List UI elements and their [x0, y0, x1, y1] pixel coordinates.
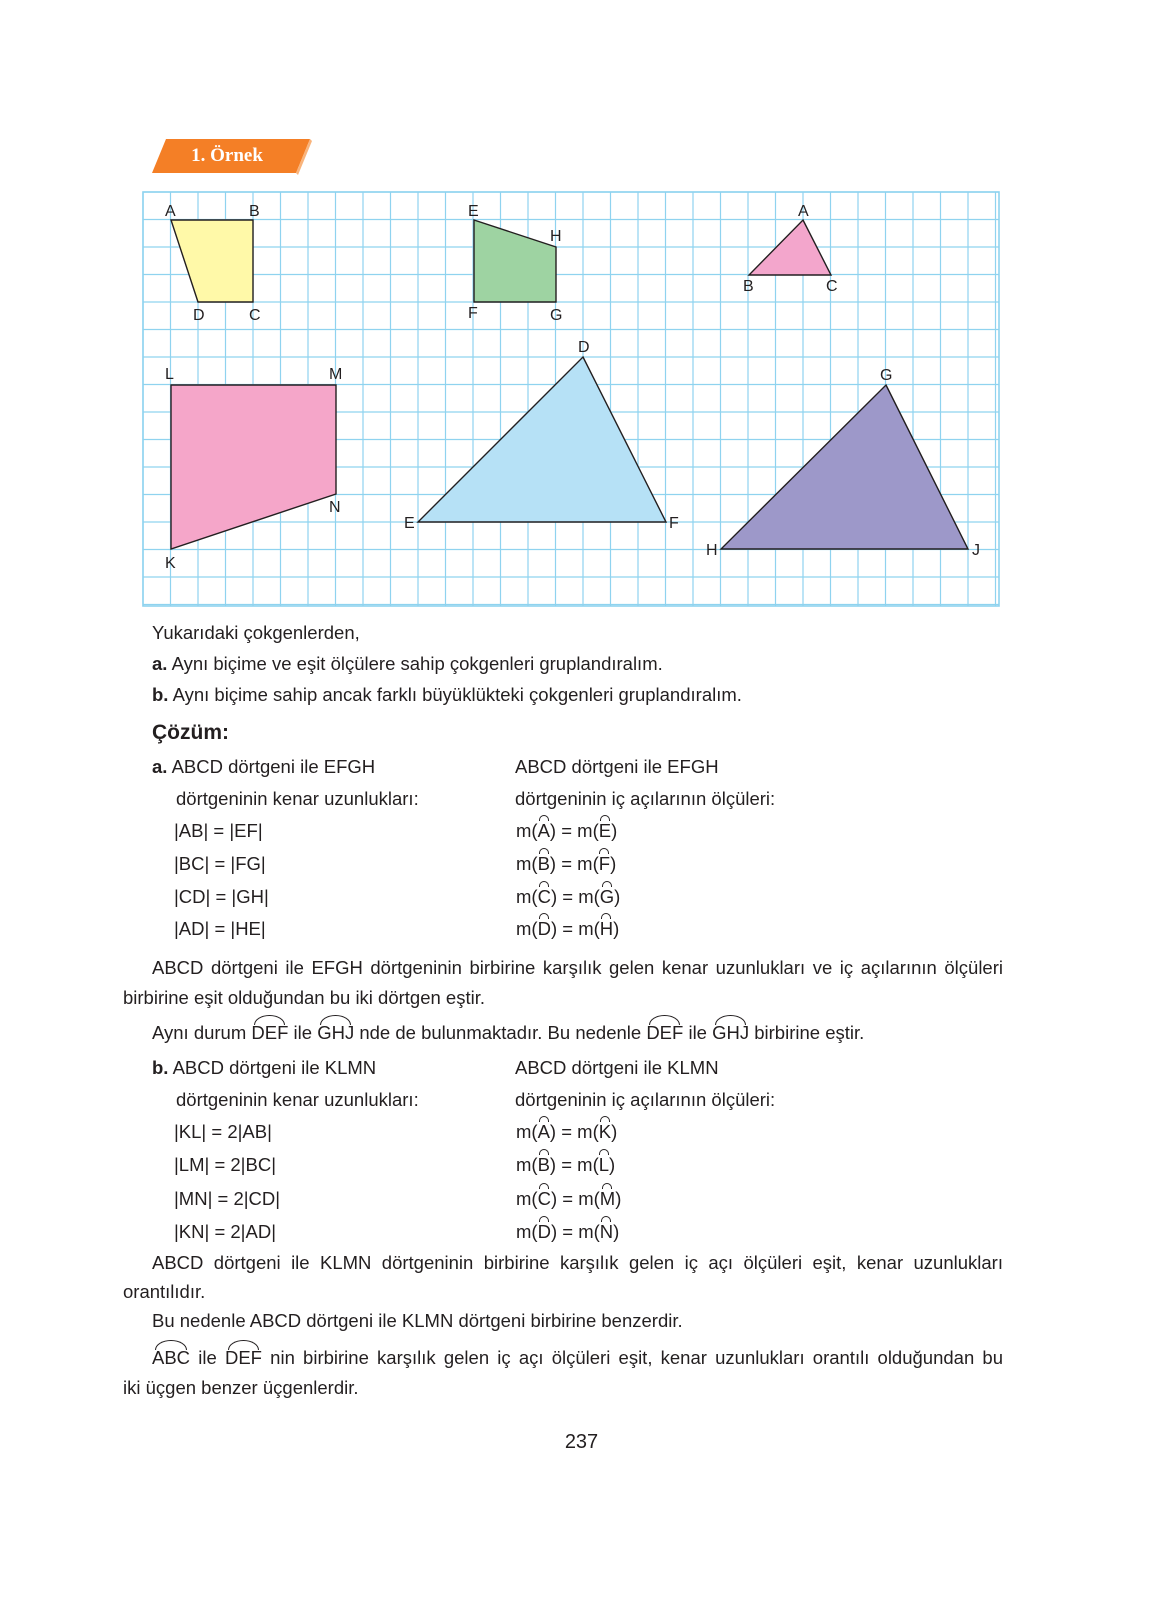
- same-case-ile1: ile: [293, 1022, 313, 1043]
- part-a-right-line2: dörtgeninin iç açılarının ölçüleri:: [515, 788, 776, 809]
- angle-vertex: C: [538, 1186, 551, 1212]
- part-a-angle-3: m(C) = m(G): [516, 884, 620, 910]
- angle-vertex: L: [599, 1152, 609, 1178]
- angle-vertex: M: [600, 1186, 615, 1212]
- example-badge: [152, 139, 312, 175]
- label-q2-e: E: [468, 203, 479, 220]
- label-t3-j: J: [972, 542, 980, 559]
- part-a-left-title: ABCD dörtgeni ile EFGH: [171, 756, 376, 777]
- part-a-same-case: [152, 1020, 864, 1046]
- part-b-triangles-line2: iki üçgen benzer üçgenlerdir.: [123, 1377, 359, 1398]
- angle-vertex: H: [600, 916, 613, 942]
- task-a: [152, 651, 663, 677]
- label-t1-a: A: [798, 203, 809, 220]
- angle-vertex: D: [538, 1219, 551, 1245]
- label-t2-f: F: [669, 515, 679, 532]
- part-b-right-line2: dörtgeninin iç açılarının ölçüleri:: [515, 1089, 776, 1110]
- part-a-angle-4: m(D) = m(H): [516, 916, 619, 942]
- task-a-marker: a.: [152, 653, 168, 674]
- part-b-side-2: |LM| = 2|BC|: [174, 1154, 276, 1175]
- angle-vertex: K: [599, 1119, 611, 1145]
- angle-vertex: A: [538, 818, 550, 844]
- part-b-left-title: ABCD dörtgeni ile KLMN: [172, 1057, 377, 1078]
- part-a-conclusion-line2: birbirine eşit olduğundan bu iki dörtgen eştir.: [123, 987, 486, 1008]
- angle-vertex: C: [538, 884, 551, 910]
- triangle-ghj-symbol: GHJ: [317, 1020, 354, 1046]
- part-a-conclusion-line1: ABCD dörtgeni ile EFGH dörtgeninin birbirine karşılık gelen kenar uzunlukları ve iç açılarının ölçüleri: [152, 957, 1003, 978]
- part-b-angle-3: m(C) = m(M): [516, 1186, 621, 1212]
- same-case-pre: Aynı durum: [152, 1022, 247, 1043]
- angle-vertex: F: [599, 851, 610, 877]
- label-t1-c: C: [826, 278, 838, 295]
- part-a-side-2: |BC| = |FG|: [174, 853, 266, 874]
- label-q3-k: K: [165, 555, 176, 572]
- page-number: 237: [564, 1431, 599, 1453]
- polygon-grid-figure: [143, 192, 999, 606]
- label-q1-a: A: [165, 203, 176, 220]
- angle-vertex: B: [538, 851, 550, 877]
- task-b: [152, 682, 742, 708]
- triangle-def-symbol: DEF: [251, 1020, 288, 1046]
- part-b-right-line1: ABCD dörtgeni ile KLMN: [515, 1057, 719, 1078]
- part-a-left-line2: dörtgeninin kenar uzunlukları:: [176, 788, 419, 809]
- part-a-angle-2: m(B) = m(F): [516, 851, 616, 877]
- part-b-triangles-line1: [152, 1345, 1003, 1371]
- polygon-grid-svg: [143, 192, 999, 606]
- example-title: 1. Örnek: [191, 145, 263, 166]
- part-b-marker: b.: [152, 1057, 169, 1078]
- label-t1-b: B: [743, 278, 754, 295]
- label-t3-g: G: [880, 367, 893, 384]
- label-q2-h: H: [550, 228, 562, 245]
- part-b-angle-1: m(A) = m(K): [516, 1119, 617, 1145]
- part-a-left-line1: [152, 754, 375, 780]
- label-q3-l: L: [165, 366, 174, 383]
- same-case-mid: nde de bulunmaktadır. Bu nedenle: [359, 1022, 642, 1043]
- triangles-ile: ile: [198, 1347, 217, 1368]
- task-b-text: Aynı biçime sahip ancak farklı büyüklükteki çokgenleri gruplandıralım.: [172, 684, 742, 705]
- part-b-left-line2: dörtgeninin kenar uzunlukları:: [176, 1089, 419, 1110]
- part-a-marker: a.: [152, 756, 168, 777]
- quad-efgh: [474, 220, 556, 302]
- angle-vertex: A: [538, 1119, 550, 1145]
- angle-vertex: E: [599, 818, 611, 844]
- intro-text: Yukarıdaki çokgenlerden,: [152, 622, 360, 643]
- part-b-side-1: |KL| = 2|AB|: [174, 1121, 272, 1142]
- part-a-side-4: |AD| = |HE|: [174, 918, 266, 939]
- label-t2-d: D: [578, 339, 590, 356]
- part-b-side-3: |MN| = 2|CD|: [174, 1188, 281, 1209]
- label-t2-e: E: [404, 515, 415, 532]
- part-b-conclusion-line1: ABCD dörtgeni ile KLMN dörtgeninin birbirine karşılık gelen iç açı ölçüleri eşit, kenar uzunlukları: [152, 1252, 1003, 1273]
- part-b-angle-4: m(D) = m(N): [516, 1219, 619, 1245]
- label-q3-m: M: [329, 366, 343, 383]
- quad-abcd: [171, 220, 253, 302]
- label-q2-g: G: [550, 307, 563, 324]
- label-q2-f: F: [468, 305, 478, 322]
- part-b-similar: Bu nedenle ABCD dörtgeni ile KLMN dörtgeni birbirine benzerdir.: [152, 1310, 683, 1331]
- angle-vertex: N: [600, 1219, 613, 1245]
- part-b-conclusion-line2: orantılıdır.: [123, 1281, 206, 1302]
- part-a-right-line1: ABCD dörtgeni ile EFGH: [515, 756, 719, 777]
- part-b-angle-2: m(B) = m(L): [516, 1152, 615, 1178]
- same-case-post: birbirine eştir.: [754, 1022, 865, 1043]
- part-a-side-1: |AB| = |EF|: [174, 820, 263, 841]
- triangle-def-symbol: DEF: [646, 1020, 683, 1046]
- label-q3-n: N: [329, 499, 341, 516]
- label-q1-d: D: [193, 307, 205, 324]
- same-case-ile2: ile: [688, 1022, 707, 1043]
- label-q1-c: C: [249, 307, 261, 324]
- angle-vertex: G: [600, 884, 614, 910]
- task-a-text: Aynı biçime ve eşit ölçülere sahip çokgenleri gruplandıralım.: [171, 653, 663, 674]
- triangle-def-symbol: DEF: [225, 1345, 262, 1371]
- triangle-abc-symbol: ABC: [152, 1345, 190, 1371]
- label-q1-b: B: [249, 203, 260, 220]
- angle-vertex: D: [538, 916, 551, 942]
- task-b-marker: b.: [152, 684, 169, 705]
- label-t3-h: H: [706, 542, 718, 559]
- part-b-side-4: |KN| = 2|AD|: [174, 1221, 276, 1242]
- angle-vertex: B: [538, 1152, 550, 1178]
- part-b-left-line1: [152, 1055, 376, 1081]
- part-a-side-3: |CD| = |GH|: [174, 886, 269, 907]
- triangle-ghj-symbol: GHJ: [712, 1020, 749, 1046]
- part-a-angle-1: m(A) = m(E): [516, 818, 617, 844]
- solution-heading: Çözüm:: [152, 721, 229, 744]
- triangles-rest: nin birbirine karşılık gelen iç açı ölçüleri eşit, kenar uzunlukları orantılı olduğundan bu: [270, 1347, 1004, 1368]
